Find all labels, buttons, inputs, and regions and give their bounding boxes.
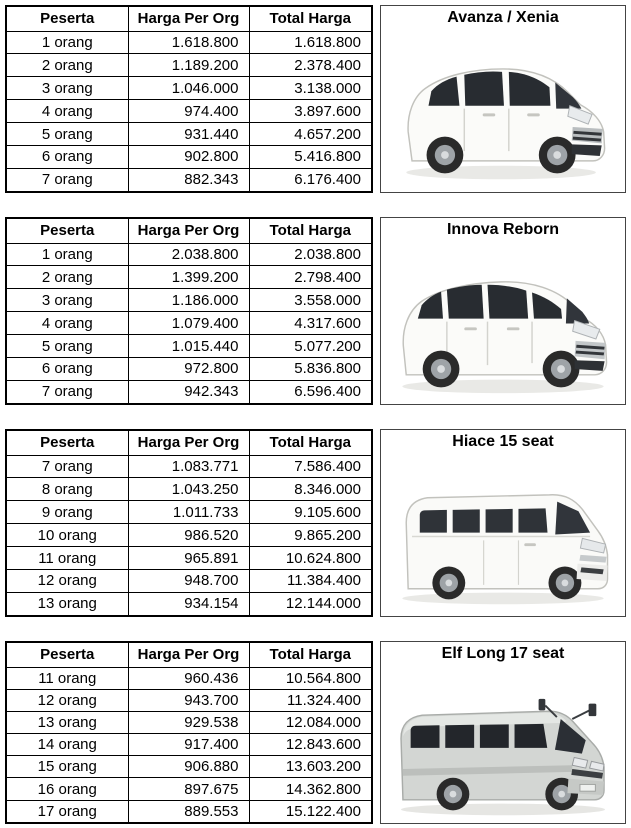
peserta-cell: 3 orang xyxy=(6,289,128,312)
table-row xyxy=(6,312,372,335)
elf-long-17-seat-photo xyxy=(381,669,625,823)
harga-per-org-cell: 948.700 xyxy=(128,570,249,593)
vehicle-title: Hiace 15 seat xyxy=(452,433,554,450)
peserta-cell: 7 orang xyxy=(6,380,128,404)
total-harga-cell: 10.564.800 xyxy=(249,667,372,689)
harga-per-org-cell: 1.189.200 xyxy=(128,54,249,77)
total-harga-cell: 4.317.600 xyxy=(249,312,372,335)
header-row xyxy=(6,6,372,31)
total-harga-cell: 6.596.400 xyxy=(249,380,372,404)
table-row xyxy=(6,756,372,778)
peserta-cell: 7 orang xyxy=(6,455,128,478)
total-harga-cell: 3.138.000 xyxy=(249,77,372,100)
peserta-cell: 5 orang xyxy=(6,123,128,146)
harga-per-org-cell: 917.400 xyxy=(128,734,249,756)
col-header-harga-per-org: Harga Per Org xyxy=(128,642,249,667)
harga-per-org-cell: 906.880 xyxy=(128,756,249,778)
peserta-cell: 5 orang xyxy=(6,335,128,358)
harga-per-org-cell: 889.553 xyxy=(128,800,249,823)
table-row xyxy=(6,689,372,711)
price-table-elf-long-17-seat xyxy=(5,641,373,824)
peserta-cell: 4 orang xyxy=(6,312,128,335)
harga-per-org-cell: 897.675 xyxy=(128,778,249,800)
harga-per-org-cell: 1.186.000 xyxy=(128,289,249,312)
harga-per-org-cell: 965.891 xyxy=(128,547,249,570)
total-harga-cell: 12.144.000 xyxy=(249,592,372,616)
peserta-cell: 16 orang xyxy=(6,778,128,800)
section-elf-long-17-seat xyxy=(5,641,626,824)
peserta-cell: 6 orang xyxy=(6,146,128,169)
total-harga-cell: 9.865.200 xyxy=(249,524,372,547)
table-row xyxy=(6,455,372,478)
peserta-cell: 1 orang xyxy=(6,243,128,266)
table-row xyxy=(6,31,372,54)
col-header-harga-per-org: Harga Per Org xyxy=(128,6,249,31)
table-row xyxy=(6,734,372,756)
harga-per-org-cell: 1.043.250 xyxy=(128,478,249,501)
total-harga-cell: 15.122.400 xyxy=(249,800,372,823)
table-row xyxy=(6,77,372,100)
total-harga-cell: 1.618.800 xyxy=(249,31,372,54)
peserta-cell: 13 orang xyxy=(6,711,128,733)
harga-per-org-cell: 942.343 xyxy=(128,380,249,404)
total-harga-cell: 2.798.400 xyxy=(249,266,372,289)
peserta-cell: 4 orang xyxy=(6,100,128,123)
harga-per-org-cell: 934.154 xyxy=(128,592,249,616)
harga-per-org-cell: 1.083.771 xyxy=(128,455,249,478)
peserta-cell: 11 orang xyxy=(6,547,128,570)
peserta-cell: 15 orang xyxy=(6,756,128,778)
total-harga-cell: 6.176.400 xyxy=(249,168,372,192)
total-harga-cell: 10.624.800 xyxy=(249,547,372,570)
peserta-cell: 6 orang xyxy=(6,358,128,381)
header-row xyxy=(6,218,372,243)
table-row xyxy=(6,168,372,192)
section-innova-reborn xyxy=(5,217,626,405)
col-header-total-harga: Total Harga xyxy=(249,430,372,455)
vehicle-panel-innova-reborn xyxy=(380,217,626,405)
table-row xyxy=(6,335,372,358)
price-table-innova-reborn xyxy=(5,217,373,405)
table-row xyxy=(6,667,372,689)
total-harga-cell: 14.362.800 xyxy=(249,778,372,800)
table-row xyxy=(6,123,372,146)
total-harga-cell: 5.836.800 xyxy=(249,358,372,381)
total-harga-cell: 11.324.400 xyxy=(249,689,372,711)
harga-per-org-cell: 1.079.400 xyxy=(128,312,249,335)
price-sheet xyxy=(5,5,626,824)
hiace-15-seat-photo xyxy=(381,457,625,616)
table-row xyxy=(6,478,372,501)
harga-per-org-cell: 943.700 xyxy=(128,689,249,711)
harga-per-org-cell: 1.399.200 xyxy=(128,266,249,289)
table-row xyxy=(6,501,372,524)
peserta-cell: 2 orang xyxy=(6,266,128,289)
peserta-cell: 17 orang xyxy=(6,800,128,823)
table-row xyxy=(6,570,372,593)
table-row xyxy=(6,547,372,570)
harga-per-org-cell: 2.038.800 xyxy=(128,243,249,266)
harga-per-org-cell: 960.436 xyxy=(128,667,249,689)
col-header-harga-per-org: Harga Per Org xyxy=(128,218,249,243)
total-harga-cell: 11.384.400 xyxy=(249,570,372,593)
col-header-peserta: Peserta xyxy=(6,642,128,667)
col-header-peserta: Peserta xyxy=(6,218,128,243)
total-harga-cell: 2.378.400 xyxy=(249,54,372,77)
table-row xyxy=(6,358,372,381)
table-row xyxy=(6,524,372,547)
total-harga-cell: 2.038.800 xyxy=(249,243,372,266)
col-header-total-harga: Total Harga xyxy=(249,218,372,243)
col-header-harga-per-org: Harga Per Org xyxy=(128,430,249,455)
peserta-cell: 3 orang xyxy=(6,77,128,100)
section-avanza-xenia xyxy=(5,5,626,193)
table-row xyxy=(6,100,372,123)
harga-per-org-cell: 974.400 xyxy=(128,100,249,123)
table-row xyxy=(6,289,372,312)
vehicle-title: Elf Long 17 seat xyxy=(441,645,565,662)
total-harga-cell: 3.558.000 xyxy=(249,289,372,312)
table-row xyxy=(6,146,372,169)
harga-per-org-cell: 929.538 xyxy=(128,711,249,733)
header-row xyxy=(6,642,372,667)
peserta-cell: 2 orang xyxy=(6,54,128,77)
section-hiace-15-seat xyxy=(5,429,626,617)
table-row xyxy=(6,711,372,733)
peserta-cell: 12 orang xyxy=(6,689,128,711)
price-table-avanza-xenia xyxy=(5,5,373,193)
vehicle-title: Avanza / Xenia xyxy=(447,9,559,26)
table-row xyxy=(6,380,372,404)
col-header-total-harga: Total Harga xyxy=(249,6,372,31)
harga-per-org-cell: 931.440 xyxy=(128,123,249,146)
total-harga-cell: 5.416.800 xyxy=(249,146,372,169)
avanza-xenia-photo xyxy=(381,33,625,192)
vehicle-title: Innova Reborn xyxy=(446,221,559,238)
peserta-cell: 12 orang xyxy=(6,570,128,593)
table-row xyxy=(6,800,372,823)
peserta-cell: 10 orang xyxy=(6,524,128,547)
harga-per-org-cell: 1.011.733 xyxy=(128,501,249,524)
peserta-cell: 13 orang xyxy=(6,592,128,616)
harga-per-org-cell: 1.046.000 xyxy=(128,77,249,100)
vehicle-panel-hiace-15-seat xyxy=(380,429,626,617)
peserta-cell: 9 orang xyxy=(6,501,128,524)
harga-per-org-cell: 1.015.440 xyxy=(128,335,249,358)
total-harga-cell: 3.897.600 xyxy=(249,100,372,123)
total-harga-cell: 9.105.600 xyxy=(249,501,372,524)
peserta-cell: 14 orang xyxy=(6,734,128,756)
table-row xyxy=(6,592,372,616)
table-row xyxy=(6,243,372,266)
total-harga-cell: 5.077.200 xyxy=(249,335,372,358)
peserta-cell: 8 orang xyxy=(6,478,128,501)
table-row xyxy=(6,54,372,77)
col-header-peserta: Peserta xyxy=(6,430,128,455)
total-harga-cell: 8.346.000 xyxy=(249,478,372,501)
harga-per-org-cell: 1.618.800 xyxy=(128,31,249,54)
innova-reborn-photo xyxy=(381,245,625,404)
total-harga-cell: 7.586.400 xyxy=(249,455,372,478)
peserta-cell: 7 orang xyxy=(6,168,128,192)
harga-per-org-cell: 986.520 xyxy=(128,524,249,547)
peserta-cell: 1 orang xyxy=(6,31,128,54)
total-harga-cell: 13.603.200 xyxy=(249,756,372,778)
header-row xyxy=(6,430,372,455)
vehicle-panel-elf-long-17-seat xyxy=(380,641,626,824)
col-header-peserta: Peserta xyxy=(6,6,128,31)
harga-per-org-cell: 972.800 xyxy=(128,358,249,381)
price-table-hiace-15-seat xyxy=(5,429,373,617)
total-harga-cell: 12.843.600 xyxy=(249,734,372,756)
table-row xyxy=(6,266,372,289)
harga-per-org-cell: 902.800 xyxy=(128,146,249,169)
col-header-total-harga: Total Harga xyxy=(249,642,372,667)
table-row xyxy=(6,778,372,800)
harga-per-org-cell: 882.343 xyxy=(128,168,249,192)
total-harga-cell: 4.657.200 xyxy=(249,123,372,146)
total-harga-cell: 12.084.000 xyxy=(249,711,372,733)
vehicle-panel-avanza-xenia xyxy=(380,5,626,193)
peserta-cell: 11 orang xyxy=(6,667,128,689)
